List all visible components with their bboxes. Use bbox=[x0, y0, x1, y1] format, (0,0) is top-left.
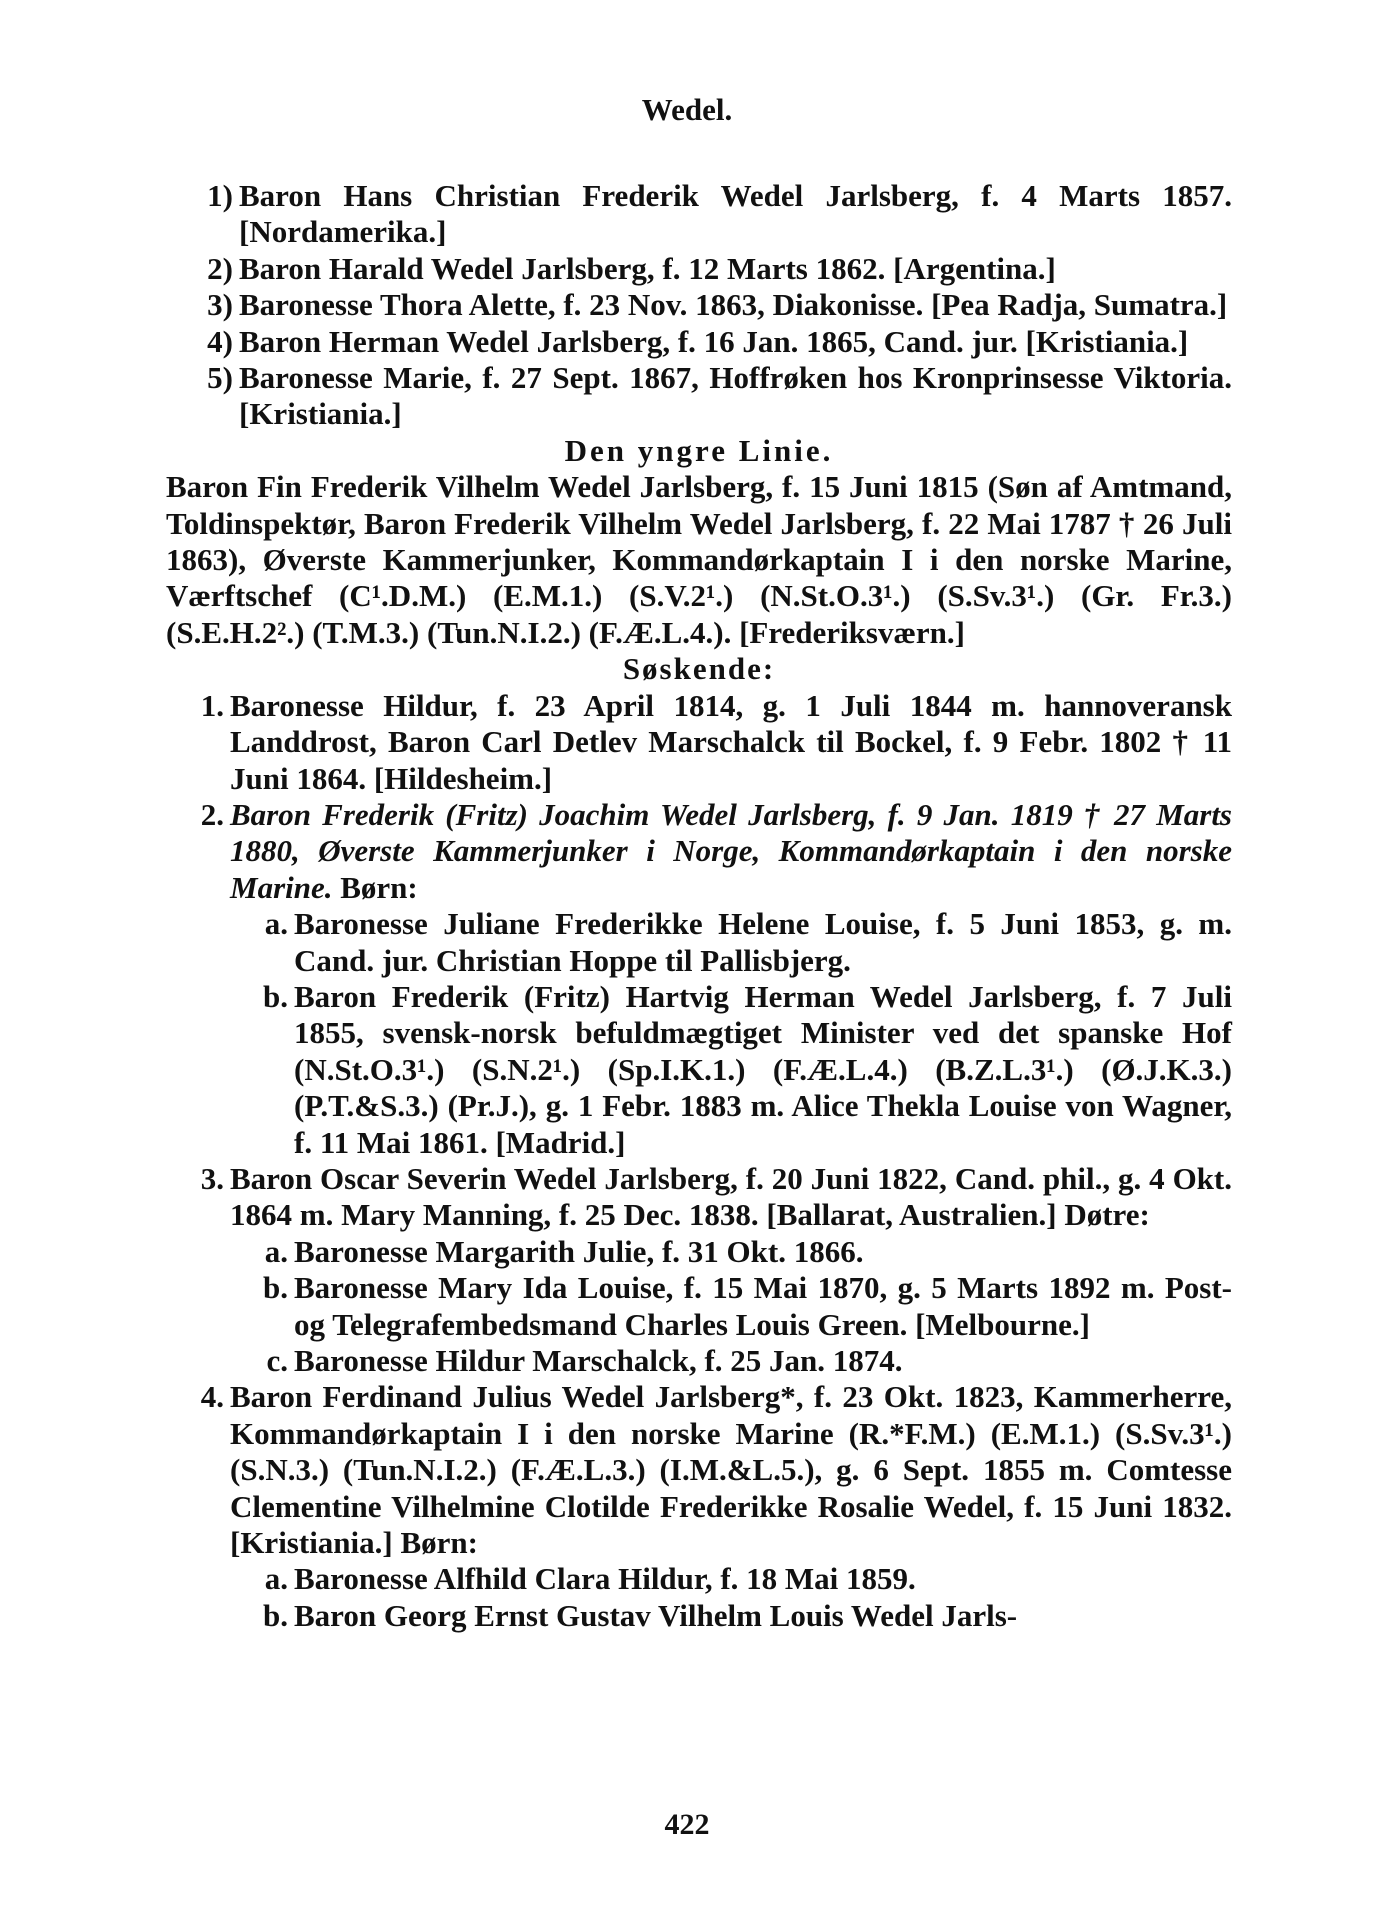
grandchild-entry bbox=[239, 1343, 1232, 1379]
entry-letter: b. bbox=[263, 1270, 288, 1306]
entry-number: 3) bbox=[207, 287, 233, 323]
sibling-entry-3 bbox=[166, 1161, 1232, 1234]
page-number: 422 bbox=[664, 1808, 710, 1841]
entry-number: 1. bbox=[200, 687, 224, 723]
grandchild-entry bbox=[239, 1561, 1232, 1597]
entry-letter: b. bbox=[263, 1597, 288, 1633]
entry-text: Baron Georg Ernst Gustav Vilhelm Louis Wedel Jarls- bbox=[294, 1597, 1018, 1633]
entry-text: Baron Oscar Severin Wedel Jarlsberg, f. 20 Juni 1822, Cand. phil., g. 4 Okt. 1864 m. Mary Manning, f. 25 Dec. 1838. [Ballarat, Australien.] Døtre: bbox=[230, 1160, 1232, 1233]
child-entry-1 bbox=[166, 178, 1232, 251]
siblings-heading: Søskende: bbox=[622, 651, 776, 687]
grandchild-entry bbox=[239, 1270, 1232, 1343]
child-entry-3 bbox=[166, 287, 1232, 323]
entry-text: Baronesse Juliane Frederikke Helene Louise, f. 5 Juni 1853, g. m. Cand. jur. Christian Hoppe til Pallisbjerg. bbox=[294, 906, 1232, 978]
grandchild-entry bbox=[239, 906, 1232, 979]
entry-text: Baron Ferdinand Julius Wedel Jarlsberg*, f. 23 Okt. 1823, Kammerherre, Kommandørkaptain I i den norske Marine (R.*F.M.) (E.M.1.) (S.Sv.3¹.) (S.N.3.) (Tun.N.I.2.) (F.Æ.L.3.) (I.M.&L.5.), g. 6 Sept. 1855 m. Comtesse Clementine Vilhelmine Clotilde Frederikke Rosalie Wedel, f. 15 Juni 1832. [Kristiania.] Børn: bbox=[230, 1379, 1232, 1561]
entry-number: 5) bbox=[207, 360, 233, 396]
entry-number: 1) bbox=[207, 178, 233, 213]
text-column bbox=[166, 178, 1232, 1634]
grandchild-entry bbox=[239, 979, 1232, 1161]
entry-text: Baron Harald Wedel Jarlsberg, f. 12 Marts 1862. [Argentina.] bbox=[239, 250, 1056, 286]
entry-text: Baronesse Marie, f. 27 Sept. 1867, Hoffrøken hos Kronprinsesse Viktoria. [Kristiania.] bbox=[239, 360, 1232, 432]
grandchild-entry bbox=[239, 1234, 1232, 1270]
entry-text: Baronesse Mary Ida Louise, f. 15 Mai 1870, g. 5 Marts 1892 m. Post- og Telegrafembedsmand Charles Louis Green. [Melbourne.] bbox=[294, 1270, 1232, 1342]
entry-text: Baron Hans Christian Frederik Wedel Jarlsberg, f. 4 Marts 1857. [Nordamerika.] bbox=[239, 178, 1232, 250]
entry-letter: a. bbox=[264, 1233, 288, 1269]
sibling-entry-2 bbox=[166, 797, 1232, 906]
entry-text: Børn: bbox=[332, 869, 418, 905]
entry-number: 3. bbox=[200, 1160, 224, 1196]
entry-number: 4) bbox=[207, 323, 233, 359]
sibling-entry-1 bbox=[166, 688, 1232, 797]
entry-letter: a. bbox=[264, 1561, 288, 1597]
child-entry-5 bbox=[166, 360, 1232, 433]
founder-paragraph: Baron Fin Frederik Vilhelm Wedel Jarlsberg, f. 15 Juni 1815 (Søn af Amtmand, Toldinspektør, Baron Frederik Vilhelm Wedel Jarlsberg, f. 22 Mai 1787 † 26 Juli 1863), Øverste Kammerjunker, Kommandørkaptain I i den norske Marine, Værftschef (C¹.D.M.) (E.M.1.) (S.V.2¹.) (N.St.O.3¹.) (S.Sv.3¹.) (Gr. Fr.3.) (S.E.H.2².) (T.M.3.) (Tun.N.I.2.) (F.Æ.L.4.). [Frederiksværn.] bbox=[166, 469, 1232, 650]
entry-text: Baronesse Alfhild Clara Hildur, f. 18 Mai 1859. bbox=[294, 1561, 916, 1597]
entry-letter: c. bbox=[266, 1343, 288, 1378]
entry-text: Baronesse Hildur Marschalck, f. 25 Jan. 1874. bbox=[294, 1343, 903, 1378]
entry-number: 2) bbox=[207, 250, 233, 286]
entry-number: 2. bbox=[200, 796, 224, 832]
entry-number: 4. bbox=[200, 1379, 224, 1415]
entry-text: Baron Frederik (Fritz) Hartvig Herman Wedel Jarlsberg, f. 7 Juli 1855, svensk-norsk befuldmægtiget Minister ved det spanske Hof (N.St.O.3¹.) (S.N.2¹.) (Sp.I.K.1.) (F.Æ.L.4.) (B.Z.L.3¹.) (Ø.J.K.3.) (P.T.&S.3.) (Pr.J.), g. 1 Febr. 1883 m. Alice Thekla Louise von Wagner, f. 11 Mai 1861. [Madrid.] bbox=[294, 978, 1232, 1160]
grandchild-entry bbox=[239, 1598, 1232, 1634]
child-entry-2 bbox=[166, 251, 1232, 287]
entry-text: Baronesse Hildur, f. 23 April 1814, g. 1 Juli 1844 m. hannoveransk Landdrost, Baron Carl Detlev Marschalck til Bockel, f. 9 Febr. 1802 † 11 Juni 1864. [Hildesheim.] bbox=[230, 687, 1232, 796]
entry-text: Baronesse Thora Alette, f. 23 Nov. 1863, Diakonisse. [Pea Radja, Sumatra.] bbox=[239, 287, 1228, 323]
section-heading: Den yngre Linie. bbox=[564, 432, 834, 468]
entry-letter: a. bbox=[264, 906, 288, 942]
sibling-entry-4 bbox=[166, 1379, 1232, 1561]
child-entry-4 bbox=[166, 324, 1232, 360]
entry-italic-text: Baron Frederik (Fritz) Joachim Wedel Jarlsberg, f. 9 Jan. 1819 † 27 Marts 1880, Øverste Kammerjunker i Norge, Kommandørkaptain i den norske Marine. bbox=[230, 796, 1232, 905]
entry-text: Baronesse Margarith Julie, f. 31 Okt. 1866. bbox=[294, 1233, 864, 1269]
running-head: Wedel. bbox=[641, 92, 733, 127]
entry-letter: b. bbox=[263, 978, 288, 1014]
entry-text: Baron Herman Wedel Jarlsberg, f. 16 Jan. 1865, Cand. jur. [Kristiania.] bbox=[239, 323, 1189, 359]
